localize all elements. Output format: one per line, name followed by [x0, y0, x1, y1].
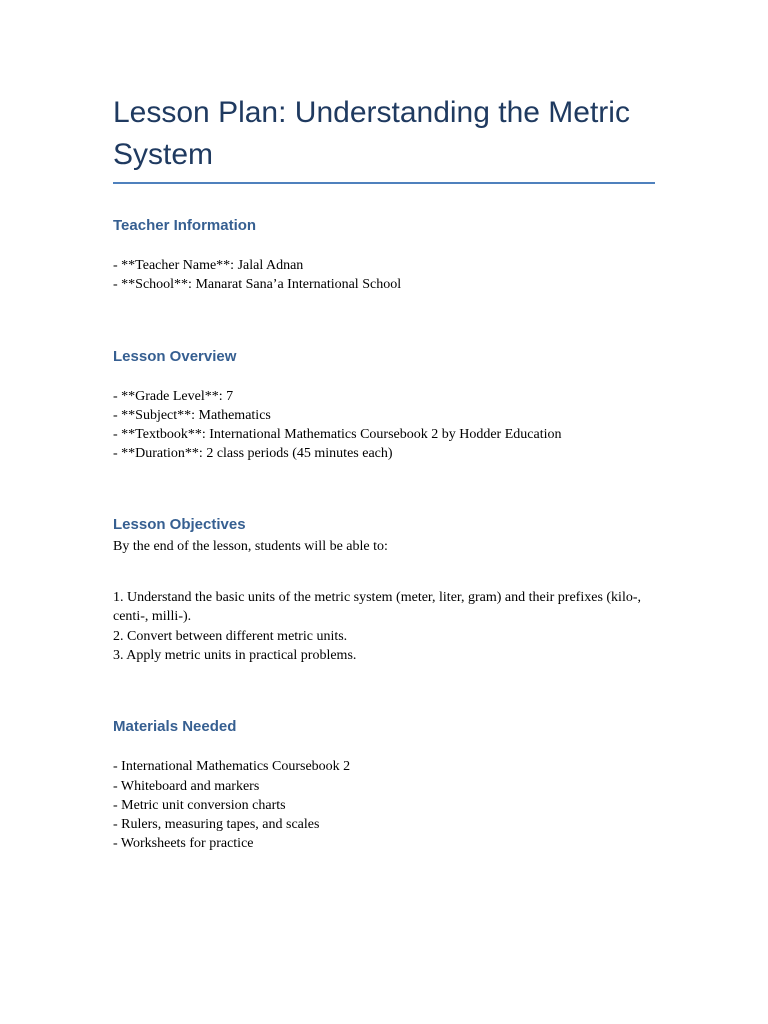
teacher-info-list: [113, 256, 655, 295]
list-item: 1. Understand the basic units of the metric system (meter, liter, gram) and their prefixes (kilo-, centi-, milli-).: [113, 590, 641, 625]
list-item: - **Textbook**: International Mathematics Coursebook 2 by Hodder Education: [113, 427, 562, 443]
list-item: - **Duration**: 2 class periods (45 minutes each): [113, 446, 393, 462]
list-item: - Whiteboard and markers: [113, 778, 260, 794]
objectives-list: [113, 588, 655, 665]
list-item: 2. Convert between different metric units.: [113, 628, 348, 644]
section-heading-materials-needed: Materials Needed: [113, 718, 237, 736]
list-item: - Metric unit conversion charts: [113, 797, 286, 813]
list-item: - Worksheets for practice: [113, 836, 254, 852]
document-title: Lesson Plan: Understanding the Metric System: [113, 96, 630, 171]
title-divider: [113, 182, 655, 184]
objectives-intro: By the end of the lesson, students will be able to:: [113, 538, 388, 554]
list-item: - **Teacher Name**: Jalal Adnan: [113, 258, 304, 273]
section-heading-lesson-overview: Lesson Overview: [113, 347, 237, 365]
section-heading-lesson-objectives: Lesson Objectives: [113, 515, 246, 533]
list-item: - Rulers, measuring tapes, and scales: [113, 817, 320, 833]
section-heading-teacher-information: Teacher Information: [113, 217, 257, 234]
list-item: - **School**: Manarat Sana’a International School: [113, 277, 402, 293]
list-item: 3. Apply metric units in practical problems.: [113, 647, 357, 663]
document-page: [113, 92, 655, 854]
materials-list: [113, 757, 655, 853]
list-item: - **Subject**: Mathematics: [113, 407, 271, 423]
lesson-overview-list: [113, 387, 655, 464]
list-item: - **Grade Level**: 7: [113, 388, 234, 404]
list-item: - International Mathematics Coursebook 2: [113, 759, 351, 775]
